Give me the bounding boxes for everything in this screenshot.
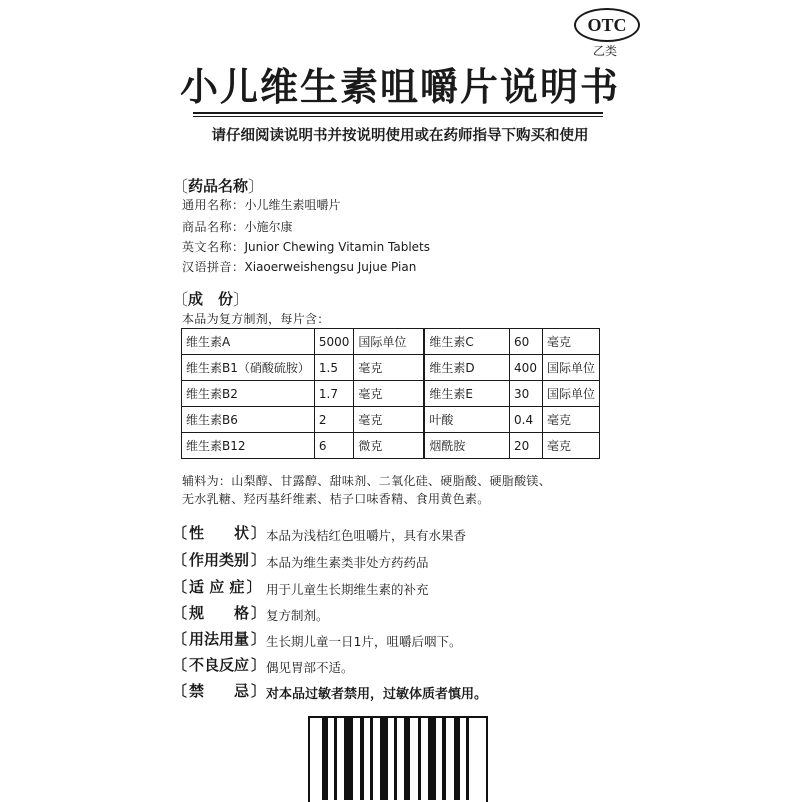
ingredient-name: 维生素A: [182, 329, 315, 355]
ingredient-name: 叶酸: [424, 407, 509, 433]
contraindication-label: 禁 忌: [189, 682, 250, 700]
section-label-adverse: 〔 不良反应 〕: [172, 656, 267, 674]
generic-name-field: [182, 196, 341, 213]
ingredient-amount: 60: [510, 329, 543, 355]
english-name-value: Junior Chewing Vitamin Tablets: [244, 240, 431, 254]
barcode-bar: [322, 716, 328, 800]
indication-label: 适 应 症: [189, 578, 245, 596]
ingredient-unit: 毫克: [354, 381, 424, 407]
section-label-specification: 〔 规 格 〕: [172, 604, 267, 622]
reading-instruction: 请仔细阅读说明书并按说明使用或在药师指导下购买和使用: [211, 128, 589, 144]
barcode-bar: [454, 716, 460, 800]
ingredient-unit: 国际单位: [542, 381, 599, 407]
barcode-bar: [380, 716, 388, 800]
ingredient-amount: 6: [314, 433, 354, 459]
section-label-dosage: 〔 用法用量 〕: [172, 630, 267, 648]
pinyin-name-field: [182, 258, 416, 275]
otc-class-label: 乙类: [593, 44, 618, 58]
section-label-category: 〔 作用类别 〕: [172, 551, 267, 569]
ingredient-amount: 2: [314, 407, 354, 433]
ingredient-unit: 毫克: [542, 433, 599, 459]
trade-name-field: [182, 218, 293, 235]
specification-text: 复方制剂。: [266, 608, 329, 623]
indication-text: 用于儿童生长期维生素的补充: [266, 582, 429, 597]
adverse-label: 不良反应: [189, 656, 250, 674]
section-label-contraindication: 〔 禁 忌 〕: [172, 682, 267, 700]
ingredient-name: 维生素E: [424, 381, 509, 407]
ingredient-unit: 毫克: [542, 329, 599, 355]
generic-name-key: 通用名称：: [182, 198, 245, 212]
barcode-bar: [418, 716, 421, 800]
ingredients-heading-text: 成 份: [188, 290, 234, 308]
ingredients-table: [181, 328, 600, 459]
ingredient-amount: 30: [510, 381, 543, 407]
appearance-text: 本品为浅桔红色咀嚼片，具有水果香: [266, 528, 467, 543]
ingredient-name: 维生素B12: [182, 433, 315, 459]
dosage-label: 用法用量: [189, 630, 250, 648]
otc-badge: OTC: [574, 8, 640, 42]
excipients-line-2: 无水乳糖、羟丙基纤维素、桔子口味香精、食用黄色素。: [182, 492, 490, 506]
ingredient-unit: 国际单位: [542, 355, 599, 381]
ingredient-name: 维生素B1（硝酸硫胺）: [182, 355, 315, 381]
ingredient-name: 烟酰胺: [424, 433, 509, 459]
title-rule-thin: [193, 116, 603, 117]
ingredient-amount: 400: [510, 355, 543, 381]
table-row: [182, 329, 600, 355]
barcode-bar: [428, 716, 436, 800]
table-row: [182, 381, 600, 407]
ingredient-name: 维生素C: [424, 329, 509, 355]
trade-name-key: 商品名称：: [182, 220, 245, 234]
adverse-text: 偶见胃部不适。: [266, 660, 354, 675]
table-row: [182, 407, 600, 433]
barcode-bar: [334, 716, 337, 800]
ingredient-unit: 国际单位: [354, 329, 424, 355]
ingredients-heading: 〔 成 份 〕: [172, 290, 250, 309]
drug-name-heading-text: 药品名称: [188, 177, 249, 195]
section-label-indication: 〔 适 应 症 〕: [172, 578, 262, 596]
category-text: 本品为维生素类非处方药药品: [266, 555, 429, 570]
ingredient-amount: 0.4: [510, 407, 543, 433]
drug-name-heading: 〔 药品名称 〕: [172, 177, 265, 196]
barcode-bar: [404, 716, 410, 800]
ingredient-name: 维生素D: [424, 355, 509, 381]
ingredients-intro: 本品为复方制剂，每片含：: [182, 312, 330, 326]
trade-name-value: 小施尔康: [244, 220, 293, 234]
pinyin-name-key: 汉语拼音：: [182, 260, 245, 274]
barcode-bar: [370, 716, 373, 800]
table-row: [182, 355, 600, 381]
contraindication-text: 对本品过敏者禁用，过敏体质者慎用。: [266, 687, 488, 702]
appearance-label: 性 状: [189, 524, 250, 542]
ingredient-amount: 5000: [314, 329, 354, 355]
barcode-bar: [442, 716, 446, 800]
ingredient-name: 维生素B2: [182, 381, 315, 407]
dosage-text: 生长期儿童一日1片，咀嚼后咽下。: [266, 634, 462, 649]
ingredient-name: 维生素B6: [182, 407, 315, 433]
ingredient-unit: 毫克: [354, 355, 424, 381]
barcode-bar: [394, 716, 397, 800]
table-row: [182, 433, 600, 459]
title-rule: [193, 112, 603, 114]
barcode-bar: [360, 716, 364, 800]
barcode-bar: [344, 716, 353, 800]
ingredient-amount: 1.5: [314, 355, 354, 381]
ingredient-unit: 毫克: [542, 407, 599, 433]
barcode: [308, 716, 486, 800]
barcode-bar: [466, 716, 469, 800]
pinyin-name-value: Xiaoerweishengsu Jujue Pian: [244, 260, 417, 274]
category-label: 作用类别: [189, 551, 250, 569]
english-name-field: [182, 238, 430, 255]
ingredient-unit: 微克: [354, 433, 424, 459]
english-name-key: 英文名称：: [182, 240, 245, 254]
section-label-appearance: 〔 性 状 〕: [172, 524, 267, 542]
excipients-line-1: 辅料为：山梨醇、甘露醇、甜味剂、二氧化硅、硬脂酸、硬脂酸镁、: [182, 474, 552, 488]
ingredient-unit: 毫克: [354, 407, 424, 433]
generic-name-value: 小儿维生素咀嚼片: [244, 198, 341, 212]
document-title: 小儿维生素咀嚼片说明书: [179, 65, 620, 109]
ingredient-amount: 20: [510, 433, 543, 459]
specification-label: 规 格: [189, 604, 250, 622]
ingredient-amount: 1.7: [314, 381, 354, 407]
